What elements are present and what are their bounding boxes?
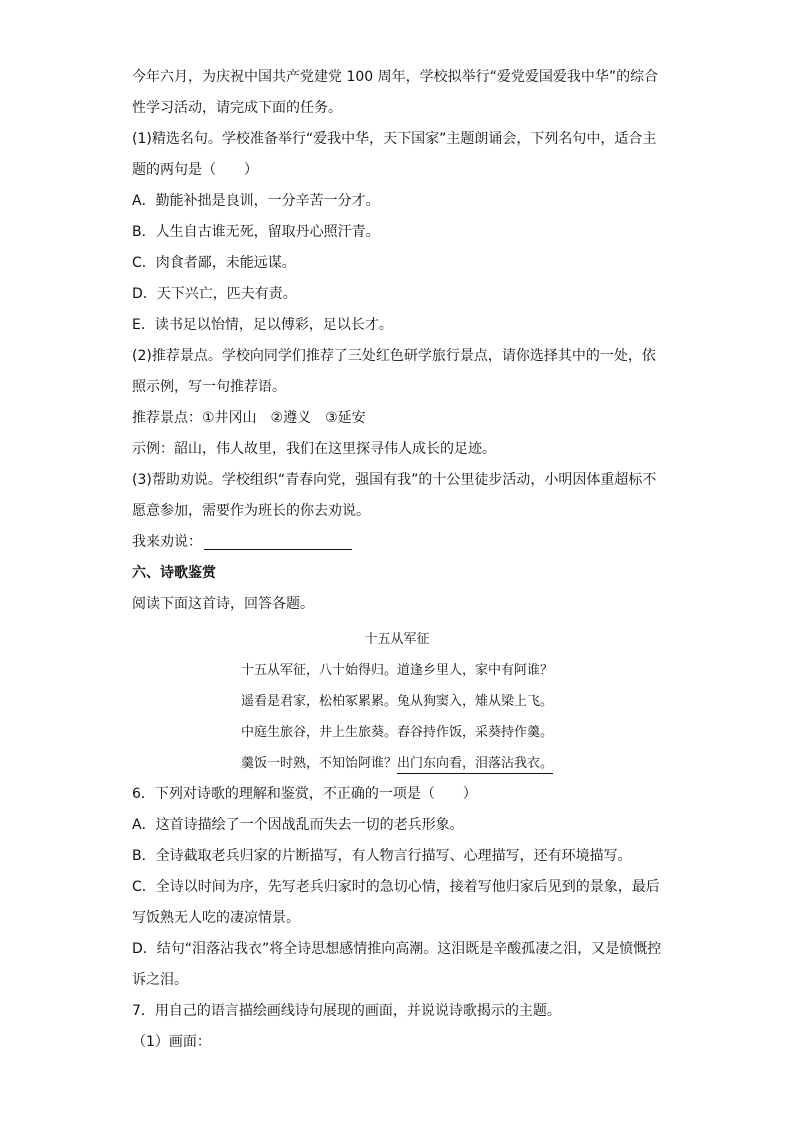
question-6-option-c-line-2: 写饭熟无人吃的凄凉情景。: [132, 910, 300, 926]
question-6-option-d-line-2: 诉之泪。: [132, 972, 188, 988]
question-3-answer-blank[interactable]: [204, 531, 352, 550]
question-1-option-e: E．读书足以怡情，足以傅彩，足以长才。: [132, 317, 393, 333]
question-1-option-d: D．天下兴亡，匹夫有责。: [132, 286, 297, 302]
poem-line-4-underlined: 出门东向看，泪落沾我衣。: [397, 756, 553, 774]
question-2-example: 示例：韶山，伟人故里，我们在这里探寻伟人成长的足迹。: [132, 441, 496, 457]
question-6-stem: 6．下列对诗歌的理解和鉴赏，不正确的一项是（ ）: [132, 786, 477, 802]
question-7-sub-1: （1）画面：: [132, 1034, 211, 1050]
question-2-stem-line-2: 照示例，写一句推荐语。: [132, 379, 286, 395]
question-3-stem-line-1: (3)帮助劝说。学校组织“青春向党，强国有我”的十公里徒步活动，小明因体重超标不: [132, 472, 657, 488]
question-3-answer-row: [132, 527, 662, 558]
question-6-option-d-line-1: D．结句“泪落沾我衣”将全诗思想感情推向高潮。这泪既是辛酸孤凄之泪，又是愤慨控: [132, 941, 662, 957]
question-3-stem-line-2: 愿意参加，需要作为班长的你去劝说。: [132, 503, 370, 519]
question-6-option-c-line-1: C．全诗以时间为序，先写老兵归家时的急切心情，接着写他归家后见到的景象，最后: [132, 879, 660, 895]
question-6-option-a: A．这首诗描绘了一个因战乱而失去一切的老兵形象。: [132, 817, 464, 833]
question-1-stem-line-2: 题的两句是（ ）: [132, 162, 258, 178]
question-7-stem: 7．用自己的语言描绘画线诗句展现的画面，并说说诗歌揭示的主题。: [132, 1003, 561, 1019]
poem-line-3: 中庭生旅谷，井上生旅葵。舂谷持作饭，采葵持作羹。: [240, 725, 553, 740]
poem-title: 十五从军征: [364, 632, 430, 647]
intro-line-1: 今年六月，为庆祝中国共产党建党 100 周年，学校拟举行“爱党爱国爱我中华”的综合: [132, 69, 659, 85]
section-6-title: 六、诗歌鉴赏: [132, 565, 216, 581]
poem-line-4-part-a: 羹饭一时熟，不知饴阿谁？: [240, 756, 397, 771]
question-1-option-c: C．肉食者鄙，未能远谋。: [132, 255, 296, 271]
intro-line-2: 性学习活动，请完成下面的任务。: [132, 100, 342, 116]
question-3-answer-label: 我来劝说：: [132, 534, 202, 550]
question-1-option-b: B．人生自古谁无死，留取丹心照汗青。: [132, 224, 380, 240]
poem-line-2: 遥看是君家，松柏冢累累。兔从狗窦入，雉从梁上飞。: [240, 694, 553, 709]
document-page: [132, 62, 662, 1058]
section-6-instruction: 阅读下面这首诗，回答各题。: [132, 596, 314, 612]
question-2-spots: 推荐景点：①井冈山 ②遵义 ③延安: [132, 410, 366, 426]
poem-line-4: [132, 748, 662, 779]
question-6-option-b: B．全诗截取老兵归家的片断描写，有人物言行描写、心理描写，还有环境描写。: [132, 848, 632, 864]
question-1-option-a: A．勤能补拙是良训，一分辛苦一分才。: [132, 193, 380, 209]
poem-line-1: 十五从军征，八十始得归。道逢乡里人，家中有阿谁？: [240, 663, 553, 678]
question-1-stem-line-1: (1)精选名句。学校准备举行“爱我中华，天下国家”主题朗诵会，下列名句中，适合主: [132, 131, 657, 147]
question-2-stem-line-1: (2)推荐景点。学校向同学们推荐了三处红色研学旅行景点，请你选择其中的一处，依: [132, 348, 656, 364]
